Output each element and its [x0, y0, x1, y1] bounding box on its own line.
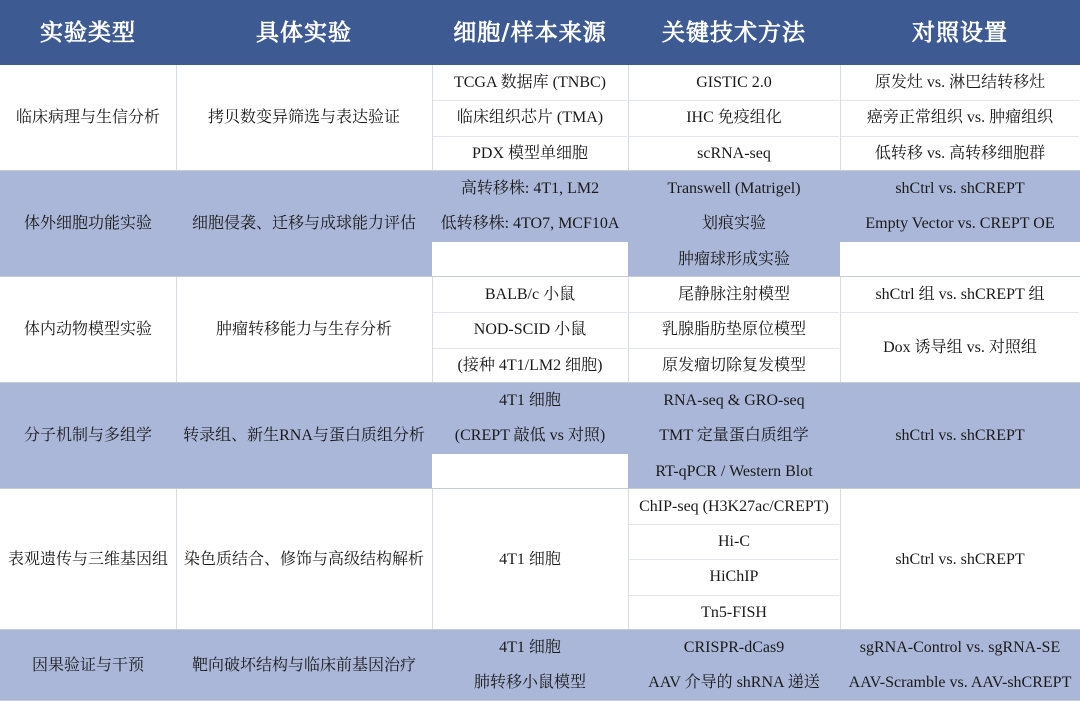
column-divider	[432, 65, 433, 171]
control-setting: shCtrl vs. shCREPT	[840, 383, 1080, 489]
method: AAV 介导的 shRNA 递送	[628, 665, 840, 701]
sample-source: TCGA 数据库 (TNBC)	[432, 65, 628, 100]
sub-divider	[841, 100, 1079, 101]
sub-divider	[629, 595, 839, 596]
sub-divider	[841, 136, 1079, 137]
method: Transwell (Matrigel)	[628, 171, 840, 206]
column-divider	[628, 489, 629, 630]
column-divider	[840, 277, 841, 383]
sample-source: 4T1 细胞	[432, 630, 628, 665]
control-setting: 癌旁正常组织 vs. 肿瘤组织	[840, 100, 1080, 136]
sub-divider	[433, 100, 627, 101]
sample-source: 肺转移小鼠模型	[432, 665, 628, 701]
experiment-name: 拷贝数变异筛选与表达验证	[176, 65, 432, 171]
sub-divider	[433, 348, 627, 349]
control-setting: Empty Vector vs. CREPT OE	[840, 206, 1080, 242]
sub-divider	[629, 348, 839, 349]
header-experiment: 具体实验	[176, 0, 432, 65]
sample-source: PDX 模型单细胞	[432, 136, 628, 171]
sub-divider	[629, 136, 839, 137]
sample-source: 临床组织芯片 (TMA)	[432, 100, 628, 136]
sample-source: (接种 4T1/LM2 细胞)	[432, 348, 628, 383]
sub-divider	[433, 312, 627, 313]
header-methods: 关键技术方法	[628, 0, 840, 65]
method: RT-qPCR / Western Blot	[628, 454, 840, 489]
method: 乳腺脂肪垫原位模型	[628, 312, 840, 348]
control-setting: 低转移 vs. 高转移细胞群	[840, 136, 1080, 171]
control-setting: shCtrl vs. shCREPT	[840, 171, 1080, 206]
method: 肿瘤球形成实验	[628, 242, 840, 277]
method: 尾静脉注射模型	[628, 277, 840, 312]
sub-divider	[629, 524, 839, 525]
method: Hi-C	[628, 524, 840, 559]
column-divider	[432, 489, 433, 630]
method: Tn5-FISH	[628, 595, 840, 630]
method: GISTIC 2.0	[628, 65, 840, 100]
sub-divider	[629, 312, 839, 313]
method: TMT 定量蛋白质组学	[628, 418, 840, 454]
control-setting: shCtrl 组 vs. shCREPT 组	[840, 277, 1080, 312]
experiment-name: 染色质结合、修饰与高级结构解析	[176, 489, 432, 630]
sample-source: (CREPT 敲低 vs 对照)	[432, 418, 628, 454]
control-setting: shCtrl vs. shCREPT	[840, 489, 1080, 630]
sub-divider	[433, 136, 627, 137]
experiment-name: 细胞侵袭、迁移与成球能力评估	[176, 171, 432, 277]
sample-source: 4T1 细胞	[432, 489, 628, 630]
sample-source: 4T1 细胞	[432, 383, 628, 418]
column-divider	[176, 489, 177, 630]
method: HiChIP	[628, 559, 840, 595]
method: scRNA-seq	[628, 136, 840, 171]
experiment-type: 临床病理与生信分析	[0, 65, 176, 171]
experiment-name: 转录组、新生RNA与蛋白质组分析	[176, 383, 432, 489]
sample-source: 高转移株: 4T1, LM2	[432, 171, 628, 206]
column-divider	[840, 65, 841, 171]
method: 原发瘤切除复发模型	[628, 348, 840, 383]
method: ChIP-seq (H3K27ac/CREPT)	[628, 489, 840, 524]
header-samples: 细胞/样本来源	[432, 0, 628, 65]
header-type: 实验类型	[0, 0, 176, 65]
control-setting: 原发灶 vs. 淋巴结转移灶	[840, 65, 1080, 100]
sample-source: 低转移株: 4TO7, MCF10A	[432, 206, 628, 242]
method: RNA-seq & GRO-seq	[628, 383, 840, 418]
column-divider	[176, 277, 177, 383]
experiment-type: 分子机制与多组学	[0, 383, 176, 489]
experiment-type: 体内动物模型实验	[0, 277, 176, 383]
column-divider	[432, 277, 433, 383]
control-setting: Dox 诱导组 vs. 对照组	[840, 312, 1080, 383]
experiment-name: 肿瘤转移能力与生存分析	[176, 277, 432, 383]
column-divider	[176, 65, 177, 171]
sub-divider	[629, 559, 839, 560]
method: CRISPR-dCas9	[628, 630, 840, 665]
column-divider	[628, 65, 629, 171]
column-divider	[840, 489, 841, 630]
sub-divider	[629, 100, 839, 101]
method: 划痕实验	[628, 206, 840, 242]
control-setting: sgRNA-Control vs. sgRNA-SE	[840, 630, 1080, 665]
experiment-type: 因果验证与干预	[0, 630, 176, 701]
method: IHC 免疫组化	[628, 100, 840, 136]
sub-divider	[841, 312, 1079, 313]
experiment-type: 表观遗传与三维基因组	[0, 489, 176, 630]
column-divider	[628, 277, 629, 383]
sample-source: BALB/c 小鼠	[432, 277, 628, 312]
sample-source: NOD-SCID 小鼠	[432, 312, 628, 348]
experiment-name: 靶向破坏结构与临床前基因治疗	[176, 630, 432, 701]
control-setting: AAV-Scramble vs. AAV-shCREPT	[840, 665, 1080, 701]
experiment-type: 体外细胞功能实验	[0, 171, 176, 277]
header-controls: 对照设置	[840, 0, 1080, 65]
